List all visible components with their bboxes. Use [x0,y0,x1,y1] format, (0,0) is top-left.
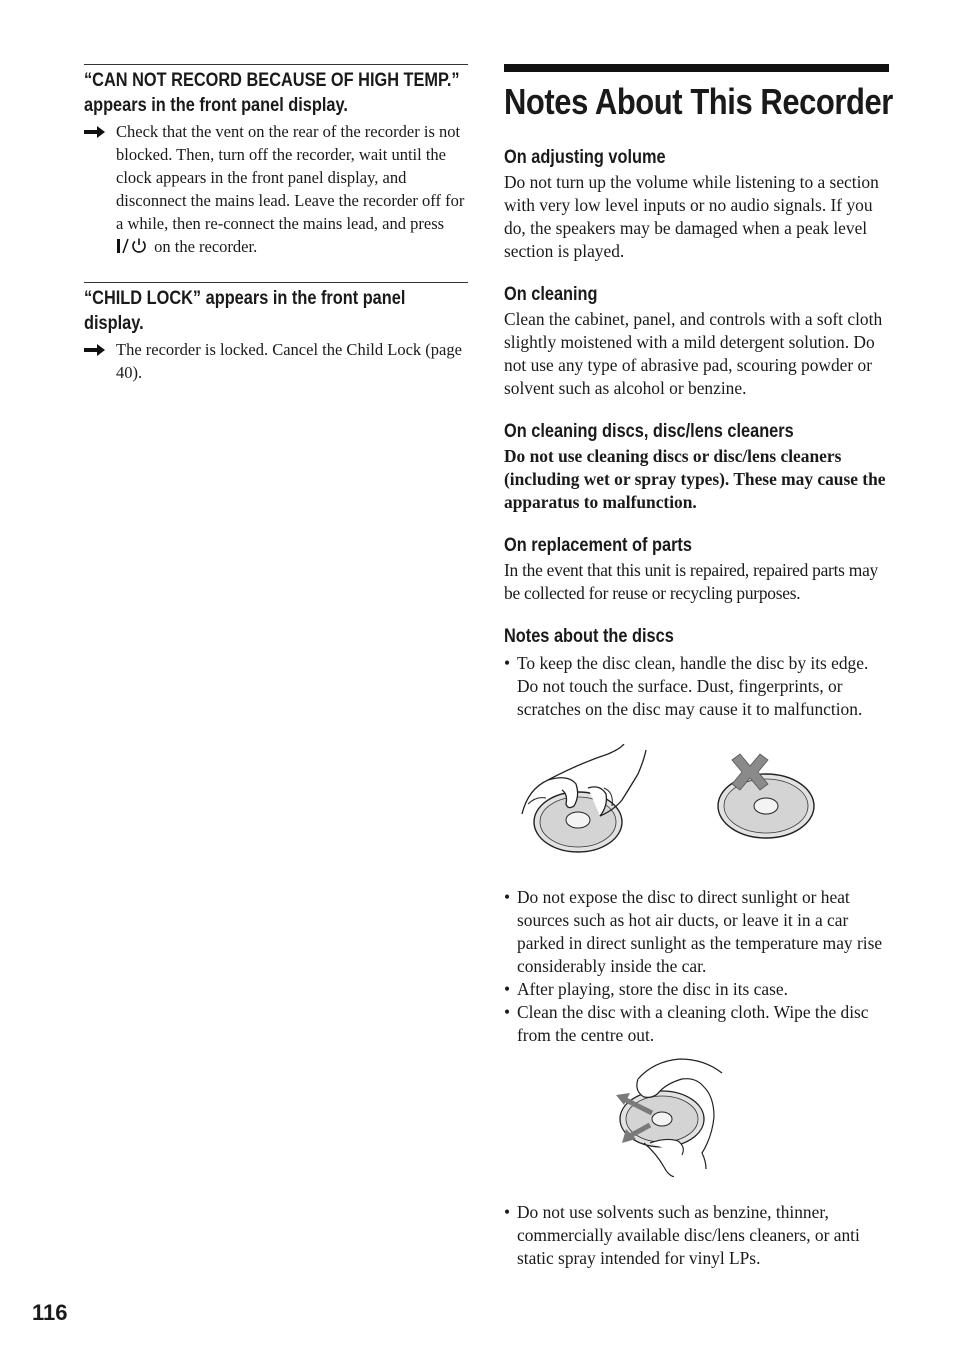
trouble-remedy [84,120,468,258]
trouble-block-high-temp [84,64,468,258]
hand-holding-disc-illustration [518,744,668,854]
section-heading: On cleaning [504,284,598,305]
section-heading: On replacement of parts [504,535,692,556]
troubleshooting-column [84,64,468,408]
section-body: Clean the cabinet, panel, and controls with a soft cloth slightly moistened with a mild detergent solution. Do not use any type of abrasive pad, scouring powder or solvent such as alcohol or benzine. [504,309,883,398]
notes-column [504,64,893,1270]
disc-wiping-illustration-wrap [504,1057,889,1181]
trouble-heading: “CAN NOT RECORD BECAUSE OF HIGH TEMP.” appears in the front panel display. [84,70,460,116]
page-number: 116 [32,1300,68,1325]
bullet-list [504,1201,889,1270]
trouble-block-child-lock [84,282,468,384]
do-not-touch-disc-illustration [714,750,824,840]
trouble-remedy [84,338,468,384]
disc-handling-illustrations [504,744,889,864]
section-heading: On cleaning discs, disc/lens cleaners [504,421,794,442]
trouble-heading: “CHILD LOCK” appears in the front panel display. [84,288,406,334]
bullet-list [504,886,889,1047]
remedy-text-end: on the recorder. [154,237,258,256]
section-cleaning-discs [504,421,889,514]
list-item: • To keep the disc clean, handle the disc by its edge. Do not touch the surface. Dust, fingerprints, or scratches on the disc may cause it to malfunction. [504,652,889,721]
power-button-icon [116,238,150,254]
remedy-text: The recorder is locked. Cancel the Child Lock (page 40). [116,340,462,382]
title-rule [504,64,889,72]
arrow-right-icon [84,343,106,357]
section-body: Do not turn up the volume while listening to a section with very low level inputs or no audio signals. If you do, the speakers may be damaged when a peak level section is played. [504,172,879,261]
list-item: • After playing, store the disc in its case. [504,978,889,1001]
section-notes-discs [504,626,889,1270]
section-body: In the event that this unit is repaired, repaired parts may be collected for reuse or recycling purposes. [504,560,878,603]
list-item: • Do not expose the disc to direct sunlight or heat sources such as hot air ducts, or leave it in a car parked in direct sunlight as the temperature may rise considerably inside the car. [504,886,889,978]
section-replacement-parts [504,535,889,605]
section-adjusting-volume [504,147,889,263]
page-title: Notes About This Recorder [504,81,893,122]
section-heading: On adjusting volume [504,147,666,168]
arrow-right-icon [84,125,106,139]
list-item: • Clean the disc with a cleaning cloth. Wipe the disc from the centre out. [504,1001,889,1047]
bullet-list [504,652,889,721]
remedy-text: Check that the vent on the rear of the recorder is not blocked. Then, turn off the recorder, wait until the clock appears in the front panel display, and disconnect the mains lead. Leave the recorder off for a while, then re-connect the mains lead, and press [116,122,465,233]
wiping-disc-illustration [610,1057,740,1177]
list-item: • Do not use solvents such as benzine, thinner, commercially available disc/lens cleaners, or anti static spray intended for vinyl LPs. [504,1201,889,1270]
section-cleaning [504,284,889,400]
section-heading: Notes about the discs [504,626,674,647]
section-warning: Do not use cleaning discs or disc/lens cleaners (including wet or spray types). These may cause the apparatus to malfunction. [504,446,886,512]
